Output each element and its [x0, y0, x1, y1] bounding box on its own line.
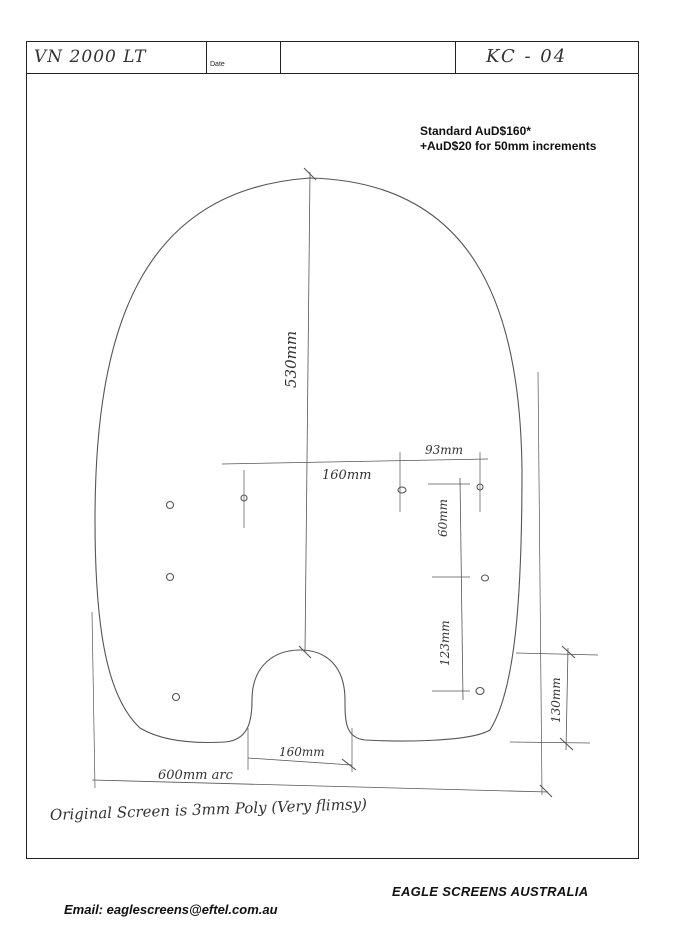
- right-height-dimension: 130mm: [549, 677, 563, 723]
- material-note: Original Screen is 3mm Poly (Very flimsy): [49, 794, 368, 824]
- lower-vertical-dimension: 123mm: [438, 620, 452, 666]
- date-label: Date: [210, 61, 225, 68]
- screen-outline: [95, 178, 522, 742]
- height-dimension: 530mm: [282, 330, 300, 388]
- vertical-dimension-line: [460, 478, 463, 700]
- standard-price: Standard AuD$160*: [420, 124, 531, 138]
- increment-price: +AuD$20 for 50mm increments: [420, 139, 597, 153]
- product-code: KC - 04: [486, 46, 568, 67]
- company-name: EAGLE SCREENS AUSTRALIA: [392, 884, 589, 899]
- mount-hole: [482, 575, 489, 581]
- hole-spacing-dimension: 160mm: [322, 468, 372, 483]
- mount-hole: [167, 502, 174, 509]
- mount-hole: [476, 688, 484, 695]
- mount-hole: [167, 574, 174, 581]
- center-line: [305, 172, 310, 652]
- mount-hole: [398, 487, 406, 493]
- hole-dimension-line: [222, 459, 488, 464]
- contact-email: Email: eaglescreens@eftel.com.au: [64, 902, 278, 917]
- arc-width-dimension: 600mm arc: [158, 768, 233, 783]
- mount-hole: [173, 694, 180, 701]
- hole-offset-dimension: 93mm: [425, 443, 464, 457]
- upper-vertical-dimension: 60mm: [436, 498, 450, 537]
- notch-width-dimension: 160mm: [279, 745, 325, 759]
- model-name: VN 2000 LT: [34, 47, 147, 67]
